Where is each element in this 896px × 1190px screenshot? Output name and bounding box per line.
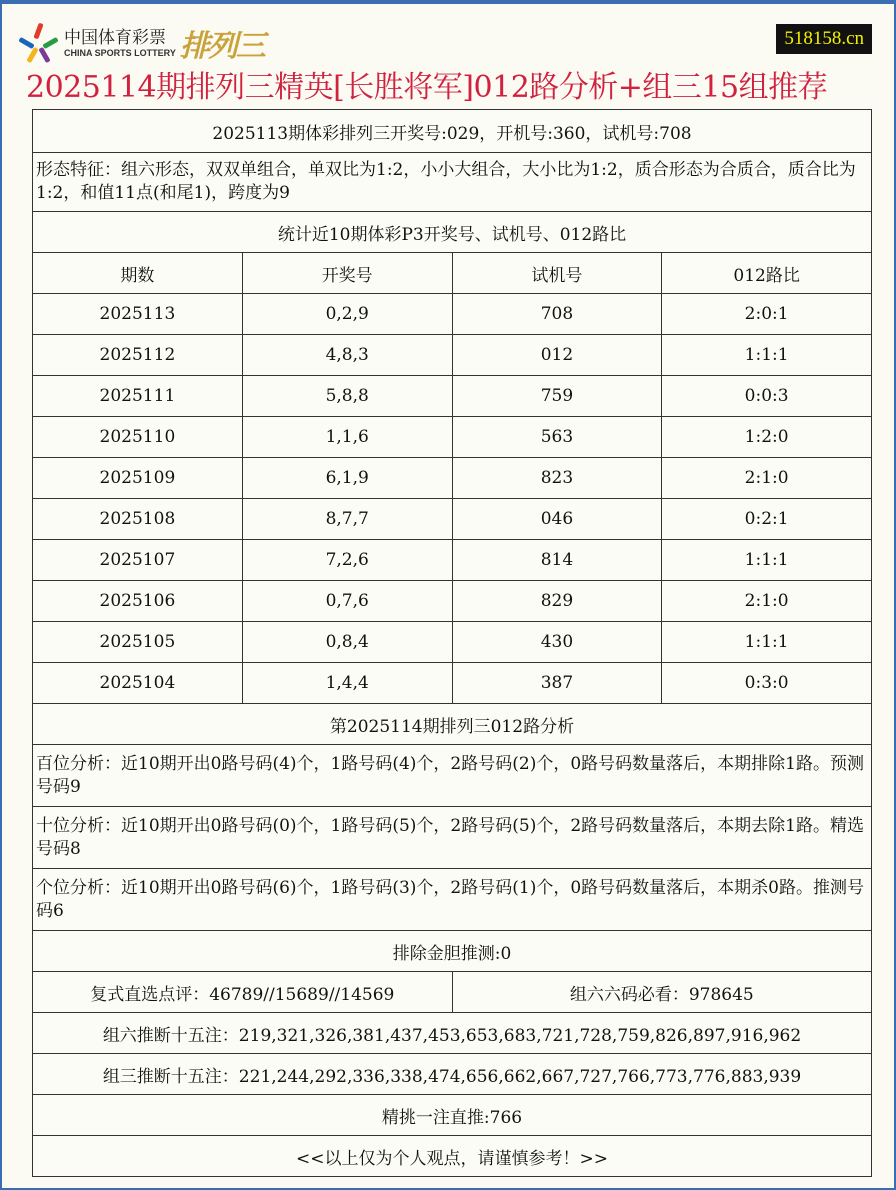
test-number-cell: 829 [452, 581, 662, 622]
draw-number-cell: 5,8,8 [242, 376, 452, 417]
issue-cell: 2025109 [33, 458, 243, 499]
route-ratio-cell: 2:0:1 [662, 294, 872, 335]
table-row [33, 540, 872, 581]
hundreds-analysis: 百位分析：近10期开出0路号码(4)个，1路号码(4)个，2路号码(2)个，0路号码数量落后，本期排除1路。预测号码9 [33, 745, 872, 807]
test-number-cell: 430 [452, 622, 662, 663]
table-row [33, 581, 872, 622]
table-row [33, 376, 872, 417]
issue-cell: 2025104 [33, 663, 243, 704]
logo-mark-icon [22, 23, 58, 63]
route-ratio-cell: 1:1:1 [662, 622, 872, 663]
issue-cell: 2025105 [33, 622, 243, 663]
test-number-cell: 046 [452, 499, 662, 540]
logo-cn: 中国体育彩票 [64, 28, 166, 48]
stats-title: 统计近10期体彩P3开奖号、试机号、012路比 [33, 212, 872, 253]
test-number-cell: 823 [452, 458, 662, 499]
test-number-cell: 563 [452, 417, 662, 458]
draw-number-cell: 4,8,3 [242, 335, 452, 376]
draw-number-cell: 0,7,6 [242, 581, 452, 622]
route-ratio-cell: 0:3:0 [662, 663, 872, 704]
zu6-six-codes: 组六六码必看：978645 [452, 972, 871, 1013]
issue-cell: 2025111 [33, 376, 243, 417]
route-ratio-cell: 1:1:1 [662, 540, 872, 581]
draw-number-cell: 7,2,6 [242, 540, 452, 581]
draw-number-cell: 0,8,4 [242, 622, 452, 663]
route-ratio-cell: 1:1:1 [662, 335, 872, 376]
table-row [33, 622, 872, 663]
route-ratio-cell: 1:2:0 [662, 417, 872, 458]
form-features: 形态特征：组六形态，双双单组合，单双比为1:2，小小大组合，大小比为1:2，质合形态为合质合，质合比为1:2，和值11点(和尾1)，跨度为9 [33, 153, 872, 212]
issue-cell: 2025112 [33, 335, 243, 376]
logo-game: 排列三 [179, 29, 264, 64]
table-row [33, 458, 872, 499]
zu6-picks: 组六推断十五注：219,321,326,381,437,453,653,683,721,728,759,826,897,916,962 [33, 1013, 872, 1054]
header-ratio: 012路比 [662, 253, 872, 294]
test-number-cell: 814 [452, 540, 662, 581]
draw-number-cell: 1,1,6 [242, 417, 452, 458]
fushi-review: 复式直选点评：46789//15689//14569 [33, 972, 453, 1013]
test-number-cell: 759 [452, 376, 662, 417]
analysis-title: 第2025114期排列三012路分析 [33, 704, 872, 745]
draw-number-cell: 1,4,4 [242, 663, 452, 704]
draw-number-cell: 0,2,9 [242, 294, 452, 335]
draw-number-cell: 6,1,9 [242, 458, 452, 499]
zu3-picks: 组三推断十五注：221,244,292,336,338,474,656,662,667,727,766,773,776,883,939 [33, 1054, 872, 1095]
exclude-prediction: 排除金胆推测:0 [33, 931, 872, 972]
header-issue: 期数 [33, 253, 243, 294]
issue-cell: 2025106 [33, 581, 243, 622]
route-ratio-cell: 0:2:1 [662, 499, 872, 540]
site-badge[interactable]: 518158.cn [776, 24, 872, 54]
analysis-table [32, 109, 872, 1177]
table-row [33, 294, 872, 335]
route-ratio-cell: 2:1:0 [662, 581, 872, 622]
table-row [33, 663, 872, 704]
header-test: 试机号 [452, 253, 662, 294]
table-row [33, 499, 872, 540]
test-number-cell: 708 [452, 294, 662, 335]
test-number-cell: 387 [452, 663, 662, 704]
lottery-logo [22, 22, 264, 64]
table-header [33, 253, 872, 294]
test-number-cell: 012 [452, 335, 662, 376]
route-ratio-cell: 2:1:0 [662, 458, 872, 499]
route-ratio-cell: 0:0:3 [662, 376, 872, 417]
logo-en: CHINA SPORTS LOTTERY [64, 48, 176, 58]
issue-cell: 2025108 [33, 499, 243, 540]
disclaimer: <<以上仅为个人观点，请谨慎参考！>> [33, 1136, 872, 1177]
single-pick: 精挑一注直推:766 [33, 1095, 872, 1136]
header-draw: 开奖号 [242, 253, 452, 294]
draw-number-cell: 8,7,7 [242, 499, 452, 540]
page-title: 2025114期排列三精英[长胜将军]012路分析+组三15组推荐 [26, 70, 828, 105]
draw-info: 2025113期体彩排列三开奖号:029，开机号:360，试机号:708 [33, 110, 872, 153]
units-analysis: 个位分析：近10期开出0路号码(6)个，1路号码(3)个，2路号码(1)个，0路号码数量落后，本期杀0路。推测号码6 [33, 869, 872, 931]
issue-cell: 2025110 [33, 417, 243, 458]
issue-cell: 2025107 [33, 540, 243, 581]
table-row [33, 335, 872, 376]
table-row [33, 417, 872, 458]
tens-analysis: 十位分析：近10期开出0路号码(0)个，1路号码(5)个，2路号码(5)个，2路号码数量落后，本期去除1路。精选号码8 [33, 807, 872, 869]
issue-cell: 2025113 [33, 294, 243, 335]
